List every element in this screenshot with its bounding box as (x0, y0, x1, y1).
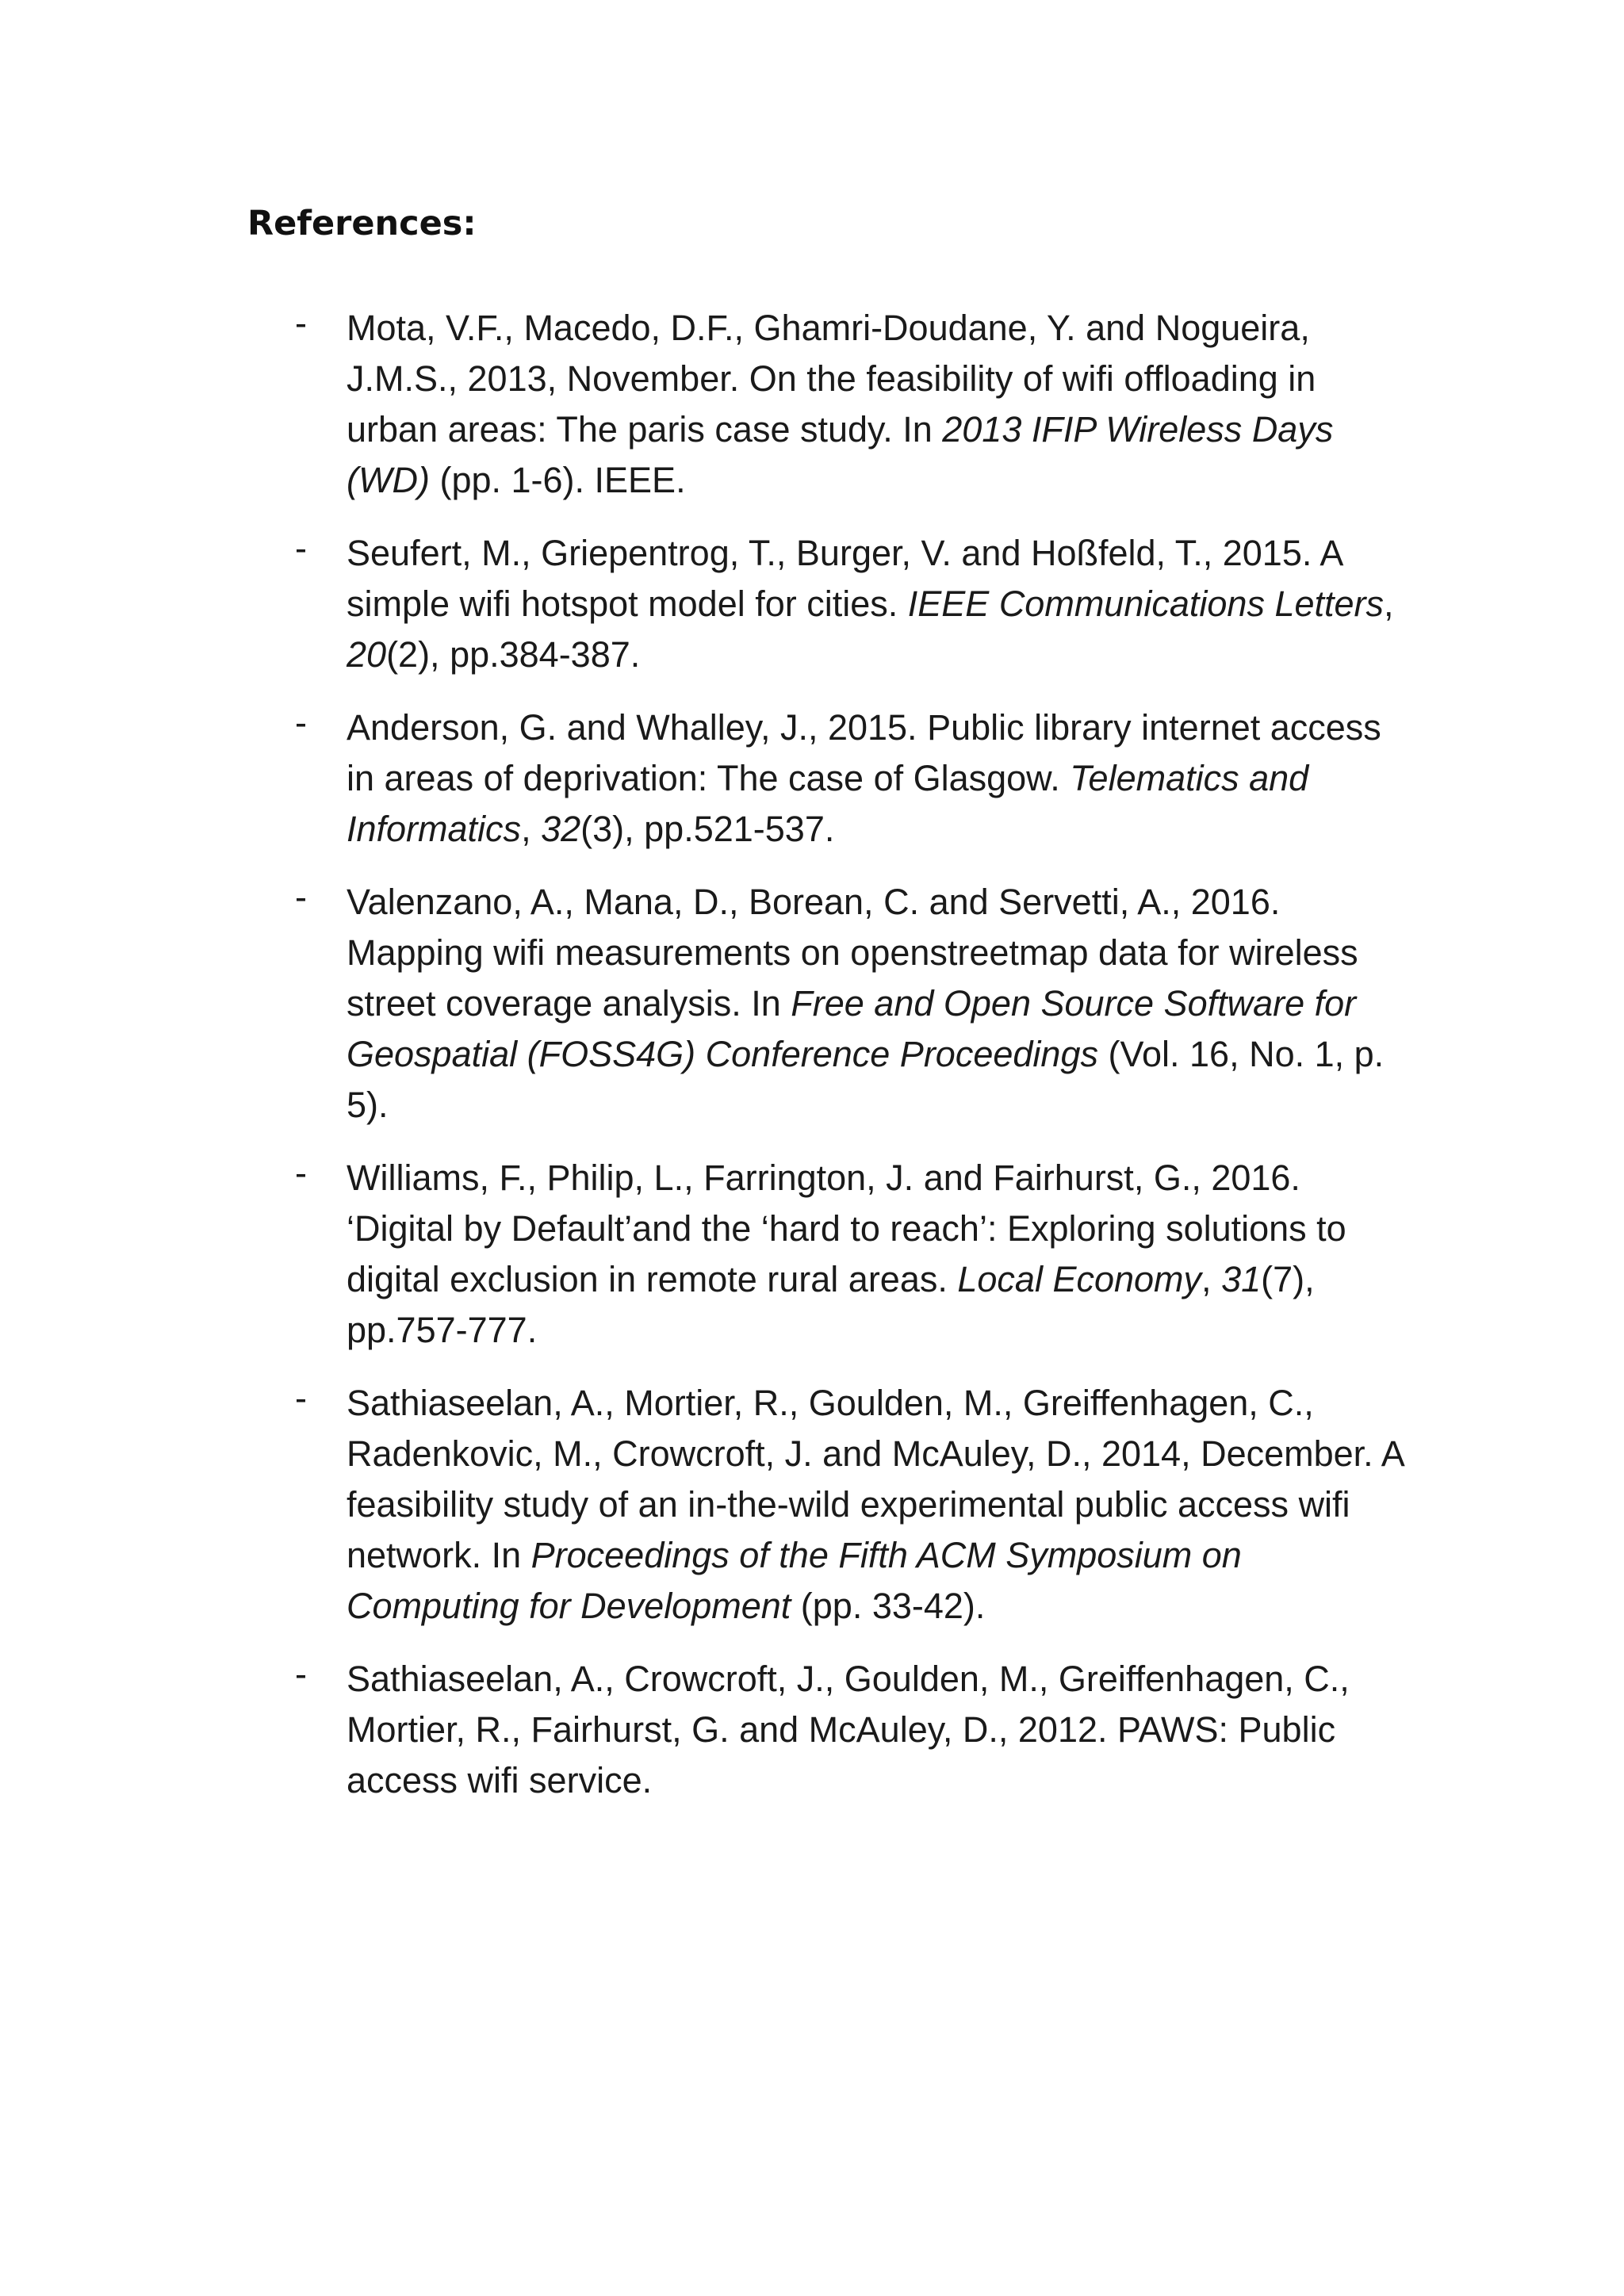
reference-text (347, 1378, 1409, 1632)
reference-italic-segment: IEEE Communications Letters (907, 584, 1385, 624)
reference-italic-segment: Free and Open Source Software for Geospatial (FOSS4G) Conference Proceedings (347, 983, 1357, 1074)
reference-text (347, 702, 1409, 855)
bullet-dash: - (295, 528, 307, 568)
bullet-dash: - (295, 877, 307, 917)
reference-italic-segment: 31 (1221, 1259, 1262, 1299)
reference-text (347, 303, 1409, 506)
reference-segment: Valenzano, A., Mana, D., Borean, C. and Servetti, A., 2016. Mapping wifi measurements on openstreetmap data for wireless street coverage analysis. In (347, 882, 1358, 1024)
reference-list (0, 303, 1624, 1828)
reference-segment: (pp. 1-6). IEEE. (429, 460, 686, 500)
bullet-dash: - (295, 702, 307, 743)
references-heading: References: (247, 204, 477, 243)
reference-item (0, 1153, 1409, 1356)
reference-segment: Mota, V.F., Macedo, D.F., Ghamri-Doudane, Y. and Nogueira, J.M.S., 2013, November. On the feasibility of wifi offloading in urban areas: The paris case study. In (347, 308, 1316, 450)
reference-segment: , (1384, 584, 1394, 624)
reference-italic-segment: Local Economy (957, 1259, 1202, 1299)
reference-italic-segment: 20 (347, 634, 387, 675)
reference-italic-segment: Proceedings of the Fifth ACM Symposium on Computing for Development (347, 1535, 1242, 1626)
reference-segment: Sathiaseelan, A., Crowcroft, J., Goulden, M., Greiffenhagen, C., Mortier, R., Fairhurst, G. and McAuley, D., 2012. PAWS: Public access wifi service. (347, 1659, 1350, 1800)
bullet-dash: - (295, 1378, 307, 1418)
reference-segment: (2), pp.384-387. (386, 634, 641, 675)
reference-segment: Sathiaseelan, A., Mortier, R., Goulden, M., Greiffenhagen, C., Radenkovic, M., Crowcroft, J. and McAuley, D., 2014, December. A feasibility study of an in-the-wild experimental public access wifi network. In (347, 1383, 1404, 1575)
reference-item (0, 702, 1409, 855)
reference-segment: , (1201, 1259, 1222, 1299)
reference-italic-segment: Telematics and Informatics (347, 758, 1309, 849)
reference-item (0, 1654, 1409, 1806)
reference-segment: (7), pp.757-777. (347, 1259, 1315, 1350)
reference-item (0, 528, 1409, 680)
reference-text (347, 877, 1409, 1131)
reference-text (347, 528, 1409, 680)
reference-item (0, 877, 1409, 1131)
reference-segment: Anderson, G. and Whalley, J., 2015. Public library internet access in areas of deprivation: The case of Glasgow. (347, 707, 1381, 798)
reference-italic-segment: 2013 IFIP Wireless Days (WD) (347, 409, 1334, 500)
bullet-dash: - (295, 1153, 307, 1193)
reference-segment: Seufert, M., Griepentrog, T., Burger, V. and Hoßfeld, T., 2015. A simple wifi hotspot model for cities. (347, 533, 1342, 624)
reference-segment: (3), pp.521-537. (580, 809, 835, 849)
reference-segment: (Vol. 16, No. 1, p. 5). (347, 1034, 1385, 1125)
bullet-dash: - (295, 1654, 307, 1694)
reference-segment: (pp. 33-42). (791, 1586, 986, 1626)
bullet-dash: - (295, 303, 307, 343)
reference-segment: Williams, F., Philip, L., Farrington, J. and Fairhurst, G., 2016. ‘Digital by Default’and the ‘hard to reach’: Exploring solutions to digital exclusion in remote rural areas. (347, 1158, 1346, 1299)
reference-text (347, 1654, 1409, 1806)
reference-segment: , (521, 809, 542, 849)
reference-item (0, 1378, 1409, 1632)
reference-italic-segment: 32 (541, 809, 581, 849)
reference-item (0, 303, 1409, 506)
reference-text (347, 1153, 1409, 1356)
